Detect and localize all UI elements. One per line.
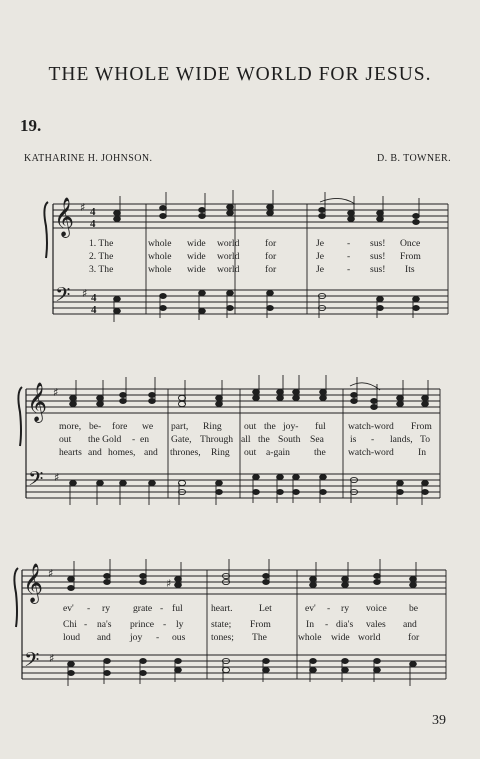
lyric-syllable: Ring	[211, 447, 230, 458]
lyric-syllable: out	[244, 447, 257, 458]
lyric-syllable: ry	[102, 603, 110, 614]
accidental-sharp-icon: ♯	[166, 577, 172, 590]
lyric-syllable: the	[264, 421, 276, 432]
lyric-syllable: sus!	[370, 251, 386, 262]
lyric-syllable: we	[142, 421, 154, 432]
lyric-syllable: -	[325, 619, 329, 630]
lyric-syllable: loud	[63, 632, 81, 643]
lyric-syllable: South	[278, 434, 301, 445]
lyric-syllable: 1. The	[89, 238, 114, 249]
lyric-syllable: thrones,	[170, 447, 201, 458]
lyric-syllable: for	[265, 238, 277, 249]
lyric-syllable: joy-	[283, 421, 299, 432]
bass-clef-icon: 𝄢	[28, 467, 44, 495]
lyric-syllable: ly	[176, 619, 184, 630]
lyric-syllable: -	[327, 603, 331, 614]
hymn-number: 19.	[20, 116, 42, 135]
lyric-syllable: wide	[187, 251, 206, 262]
lyric-syllable: -	[84, 619, 88, 630]
lyric-syllable: -	[87, 603, 91, 614]
treble-staff-2	[26, 389, 440, 413]
lyric-syllable: -	[347, 264, 351, 275]
lyric-syllable: for	[265, 251, 277, 262]
lyric-syllable: -	[160, 603, 164, 614]
composer-credit: D. B. TOWNER.	[377, 153, 451, 164]
lyric-syllable: Gate,	[171, 434, 192, 445]
lyric-syllable: whole	[298, 632, 322, 643]
lyric-syllable: tones;	[211, 632, 234, 643]
key-signature-sharp-icon: ♯	[54, 471, 60, 484]
lyric-syllable: wide	[331, 632, 350, 643]
lyric-syllable: the	[258, 434, 270, 445]
svg-text:4: 4	[90, 218, 96, 230]
lyric-syllable: for	[265, 264, 277, 275]
lyric-syllable: voice	[366, 603, 387, 614]
lyric-syllable: state;	[211, 619, 232, 630]
lyric-syllable: In	[306, 619, 314, 630]
bass-staff-3	[22, 655, 446, 679]
lyric-syllable: grate	[133, 603, 153, 614]
lyric-syllable: The	[252, 632, 267, 643]
lyric-syllable: Chi	[63, 619, 77, 630]
treble-clef-icon: 𝄞	[27, 382, 48, 422]
lyric-syllable: out	[244, 421, 257, 432]
lyric-syllable: heart.	[211, 603, 233, 614]
lyric-syllable: ev'	[63, 603, 74, 614]
bass-clef-icon: 𝄢	[55, 283, 71, 311]
lyric-syllable: In	[418, 447, 426, 458]
svg-text:4: 4	[91, 304, 97, 316]
brace-1	[44, 202, 48, 258]
lyric-syllable: the Gold	[88, 434, 122, 445]
lyric-syllable: be-	[89, 421, 102, 432]
lyric-syllable: Once	[400, 238, 421, 249]
lyric-syllable: for	[408, 632, 420, 643]
lyric-syllable: dia's	[336, 619, 354, 630]
lyric-syllable: wide	[187, 238, 206, 249]
lyric-syllable: watch-word	[348, 421, 394, 432]
key-signature-sharp-icon: ♯	[80, 201, 86, 214]
lyric-syllable: more,	[59, 421, 82, 432]
lyric-syllable: ful	[315, 421, 326, 432]
brace-3	[14, 568, 18, 627]
lyric-syllable: na's	[97, 619, 112, 630]
lyric-syllable: world	[358, 632, 381, 643]
bass-clef-icon: 𝄢	[24, 648, 40, 676]
lyric-syllable: and	[403, 619, 417, 630]
key-signature-sharp-icon: ♯	[48, 567, 54, 580]
lyric-syllable: and	[88, 447, 102, 458]
lyric-syllable: ev'	[305, 603, 316, 614]
lyric-syllable: whole	[148, 264, 172, 275]
key-signature-sharp-icon: ♯	[49, 652, 55, 665]
lyric-syllable: fore	[112, 421, 128, 432]
lyric-syllable: -	[347, 238, 351, 249]
page-number: 39	[432, 713, 446, 728]
lyric-syllable: is	[350, 434, 357, 445]
lyric-syllable: Sea	[310, 434, 324, 445]
lyric-syllable: whole	[148, 251, 172, 262]
lyric-syllable: part,	[171, 421, 189, 432]
lyric-syllable: world	[217, 238, 240, 249]
lyric-syllable: whole	[148, 238, 172, 249]
lyric-syllable: ous	[172, 632, 186, 643]
bass-staff-1	[53, 290, 448, 314]
lyric-syllable: -	[347, 251, 351, 262]
lyric-syllable: world	[217, 251, 240, 262]
lyric-syllable: -	[371, 434, 375, 445]
treble-staff-3	[22, 570, 446, 594]
lyric-syllable: 2. The	[89, 251, 114, 262]
lyric-syllable: sus!	[370, 238, 386, 249]
lyric-syllable: -	[156, 632, 160, 643]
lyric-syllable: hearts	[59, 447, 82, 458]
lyric-syllable: Je	[316, 238, 324, 249]
lyric-syllable: prince	[130, 619, 154, 630]
key-signature-sharp-icon: ♯	[53, 386, 59, 399]
lyric-syllable: Through	[200, 434, 234, 445]
lyric-syllable: out	[59, 434, 72, 445]
lyric-syllable: ry	[341, 603, 349, 614]
treble-staff-1	[53, 204, 448, 228]
lyric-syllable: and	[144, 447, 158, 458]
lyric-syllable: all	[241, 434, 251, 445]
clefs-2	[27, 382, 59, 495]
treble-clef-icon: 𝄞	[54, 197, 75, 237]
lyric-syllable: From	[411, 421, 432, 432]
lyric-syllable: Je	[316, 264, 324, 275]
lyric-syllable: 3. The	[89, 264, 114, 275]
lyric-syllable: ful	[172, 603, 183, 614]
lyric-syllable: a-gain	[266, 447, 290, 458]
lyric-syllable: From	[400, 251, 421, 262]
lyric-syllable: lands,	[390, 434, 413, 445]
lyric-syllable: and	[97, 632, 111, 643]
lyric-syllable: Je	[316, 251, 324, 262]
hymn-title: THE WHOLE WIDE WORLD FOR JESUS.	[48, 64, 432, 85]
lyric-syllable: Its	[405, 264, 415, 275]
lyric-syllable: the	[314, 447, 326, 458]
brace-2	[18, 387, 22, 446]
lyric-syllable: joy	[130, 632, 143, 643]
lyricist-credit: KATHARINE H. JOHNSON.	[24, 153, 153, 164]
lyric-syllable: To	[420, 434, 430, 445]
lyric-syllable: Ring	[203, 421, 222, 432]
lyric-syllable: wide	[187, 264, 206, 275]
lyric-syllable: sus!	[370, 264, 386, 275]
svg-text:4: 4	[91, 292, 97, 304]
lyric-syllable: vales	[366, 619, 386, 630]
lyric-syllable: world	[217, 264, 240, 275]
bass-staff-2	[26, 474, 440, 498]
lyric-syllable: -	[163, 619, 167, 630]
lyric-syllable: watch-word	[348, 447, 394, 458]
lyric-syllable: be	[409, 603, 419, 614]
lyric-syllable: From	[250, 619, 271, 630]
lyric-syllable: en	[140, 434, 150, 445]
lyric-syllable: Let	[259, 603, 272, 614]
time-signature: 4	[90, 206, 96, 218]
key-signature-sharp-icon: ♯	[82, 287, 88, 300]
treble-clef-icon: 𝄞	[23, 563, 44, 603]
lyric-syllable: homes,	[108, 447, 136, 458]
lyric-syllable: -	[132, 434, 136, 445]
